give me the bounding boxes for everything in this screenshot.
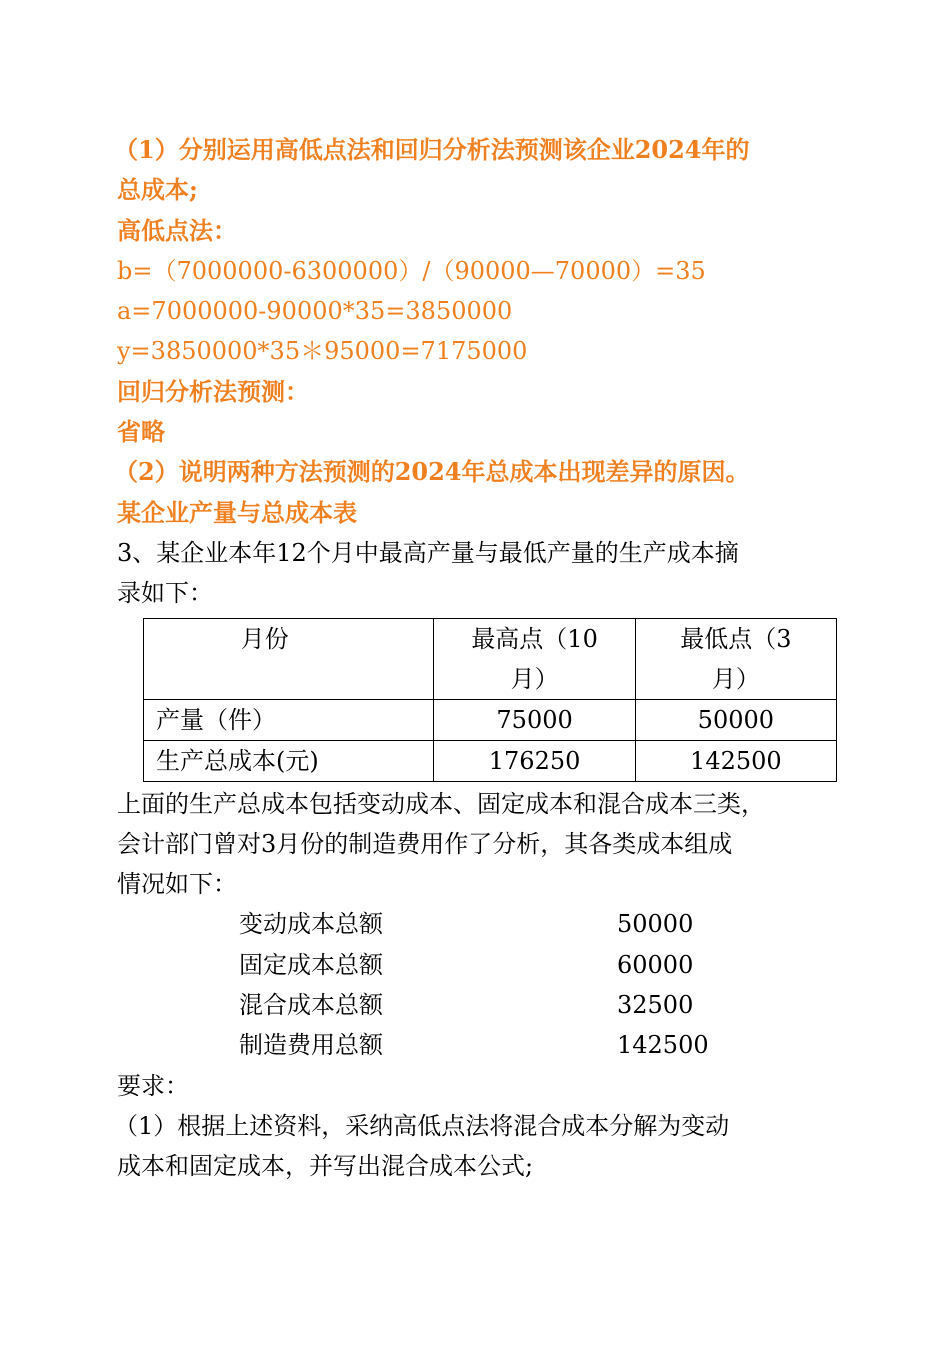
- breakdown-value: 32500: [617, 991, 694, 1020]
- breakdown-label: 固定成本总额: [239, 950, 383, 979]
- list-item: [239, 945, 837, 985]
- table-row: [144, 699, 837, 740]
- breakdown-value: 50000: [617, 910, 694, 939]
- table-header-row: [144, 618, 837, 699]
- formula-y: y=3850000*35＊95000=7175000: [117, 337, 528, 366]
- row-total-cost-high: 176250: [434, 740, 635, 781]
- formula-b: b=（7000000-6300000）/（90000—70000）=35: [117, 256, 706, 285]
- header-highest-line-1: 最高点（10: [471, 624, 598, 653]
- requirements-heading: 要求：: [117, 1071, 189, 1100]
- header-lowest: [635, 618, 836, 699]
- problem-3-intro-line-1: 3、某企业本年12个月中最高产量与最低产量的生产成本摘: [117, 538, 739, 567]
- row-output-low: 50000: [635, 699, 836, 740]
- header-lowest-line-1: 最低点（3: [680, 624, 792, 653]
- breakdown-value: 142500: [617, 1031, 709, 1060]
- omitted-note: 省略: [117, 417, 165, 447]
- row-label-total-cost: 生产总成本(元): [144, 740, 434, 781]
- question-2-line: （2）说明两种方法预测的2024年总成本出现差异的原因。: [114, 457, 750, 487]
- problem-3-intro-line-2: 录如下：: [117, 579, 213, 608]
- list-item: [239, 904, 837, 944]
- after-table-line-1: 上面的生产总成本包括变动成本、固定成本和混合成本三类，: [117, 789, 765, 818]
- breakdown-value: 60000: [617, 950, 694, 979]
- row-label-output: 产量（件）: [144, 699, 434, 740]
- document-page: [114, 130, 837, 1187]
- header-month-text: 月份: [240, 624, 289, 653]
- high-low-method-heading: 高低点法：: [117, 215, 237, 245]
- header-highest-line-2: 月）: [510, 664, 559, 693]
- header-month: [144, 618, 434, 699]
- requirement-1-line-2: 成本和固定成本，并写出混合成本公式;: [117, 1152, 534, 1181]
- table-caption: 某企业产量与总成本表: [117, 497, 357, 527]
- regression-method-heading: 回归分析法预测：: [117, 376, 309, 406]
- question-1-line-2: 总成本;: [117, 175, 198, 205]
- row-output-high: 75000: [434, 699, 635, 740]
- list-item: [239, 1025, 837, 1065]
- row-total-cost-low: 142500: [635, 740, 836, 781]
- breakdown-label: 制造费用总额: [239, 1031, 383, 1060]
- after-table-line-3: 情况如下：: [117, 870, 237, 899]
- formula-a: a=7000000-90000*35=3850000: [117, 297, 513, 326]
- requirement-1-line-1: （1）根据上述资料，采纳高低点法将混合成本分解为变动: [114, 1111, 730, 1140]
- list-item: [239, 985, 837, 1025]
- after-table-line-2: 会计部门曾对3月份的制造费用作了分析，其各类成本组成: [117, 829, 733, 858]
- table-row: [144, 740, 837, 781]
- breakdown-label: 变动成本总额: [239, 910, 383, 939]
- cost-breakdown: [239, 904, 837, 1065]
- header-lowest-line-2: 月）: [711, 664, 760, 693]
- breakdown-label: 混合成本总额: [239, 991, 383, 1020]
- cost-table: [143, 618, 837, 782]
- header-highest: [434, 618, 635, 699]
- question-1-line-1: （1）分别运用高低点法和回归分析法预测该企业2024年的: [114, 135, 750, 164]
